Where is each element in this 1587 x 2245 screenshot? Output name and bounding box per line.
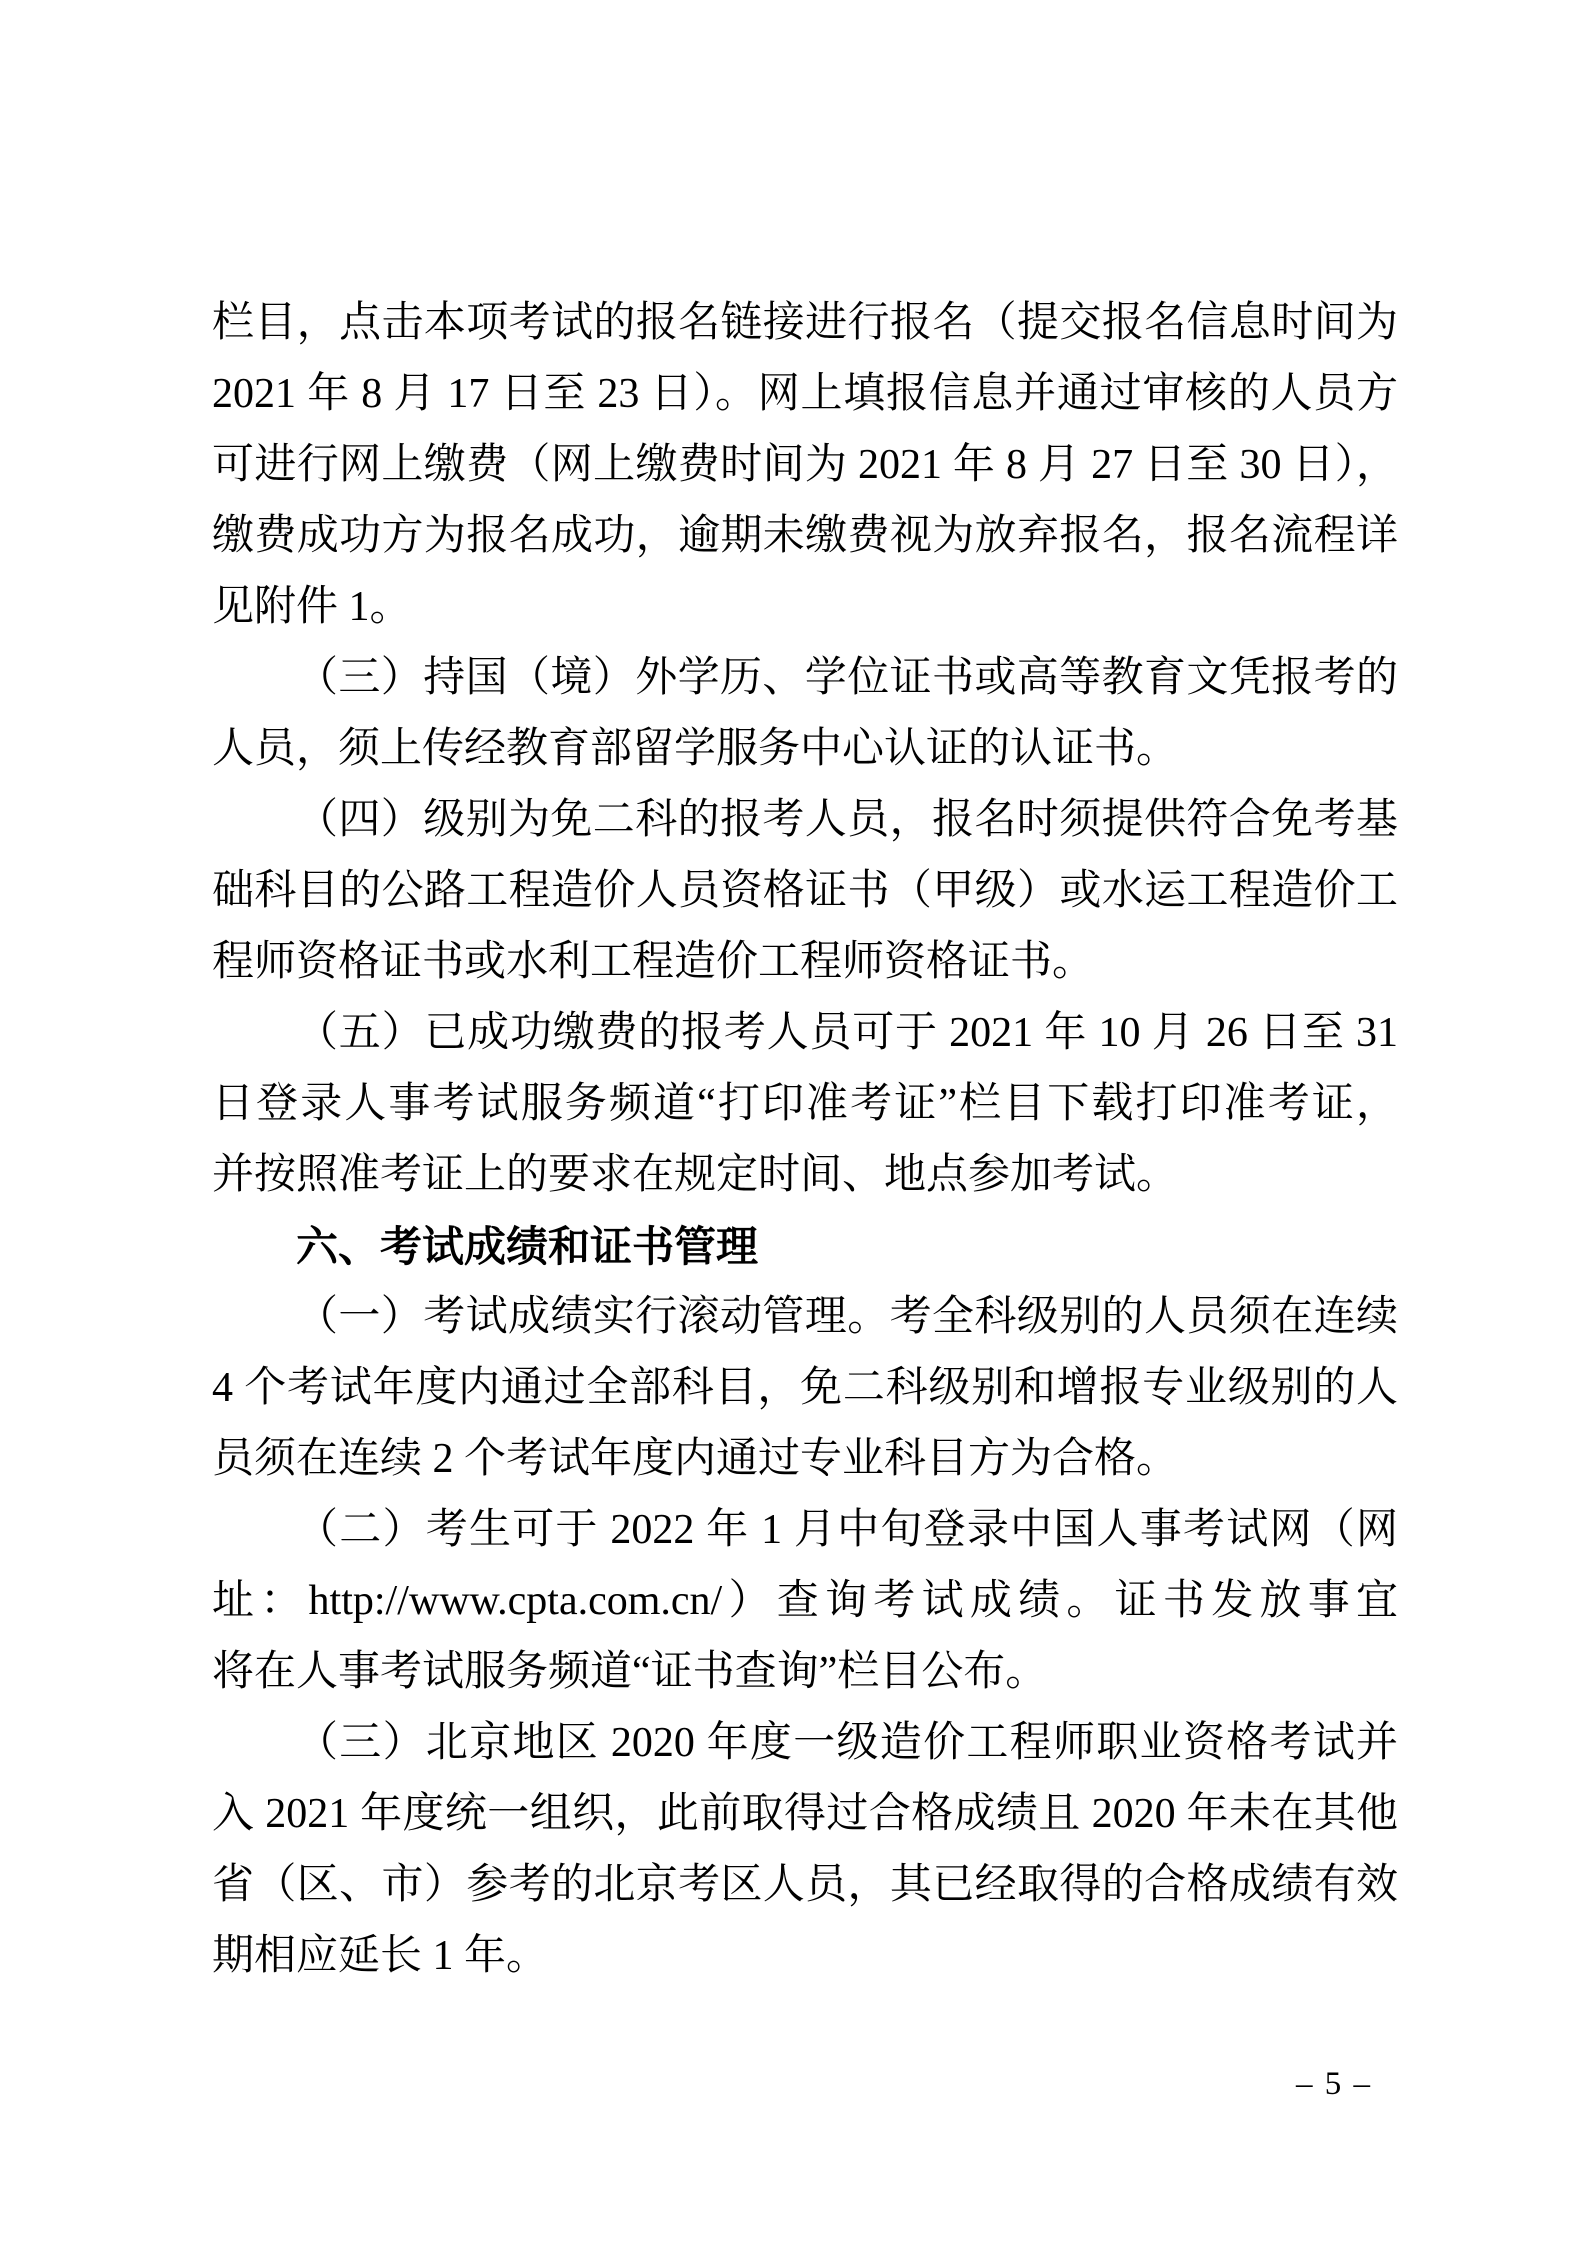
text-line: 省（区、市）参考的北京考区人员，其已经取得的合格成绩有效 bbox=[212, 1862, 1398, 1908]
text-line: 日登录人事考试服务频道“打印准考证”栏目下载打印准考证， bbox=[212, 1081, 1398, 1127]
text-line: 员须在连续 2 个考试年度内通过专业科目方为合格。 bbox=[212, 1436, 1179, 1482]
text-line: 程师资格证书或水利工程造价工程师资格证书。 bbox=[212, 939, 1095, 985]
text-line: （五）已成功缴费的报考人员可于 2021 年 10 月 26 日至 31 bbox=[296, 1010, 1398, 1056]
text-line: （二）考生可于 2022 年 1 月中旬登录中国人事考试网（网 bbox=[296, 1507, 1398, 1553]
text-line: 见附件 1。 bbox=[212, 584, 412, 630]
text-line: 址：http://www.cpta.com.cn/）查询考试成绩。证书发放事宜 bbox=[212, 1578, 1398, 1624]
section-heading: 六、考试成绩和证书管理 bbox=[296, 1223, 759, 1270]
text-line: 础科目的公路工程造价人员资格证书（甲级）或水运工程造价工 bbox=[212, 868, 1398, 914]
text-line: 期相应延长 1 年。 bbox=[212, 1933, 549, 1979]
text-line: （三）北京地区 2020 年度一级造价工程师职业资格考试并 bbox=[296, 1720, 1398, 1766]
text-line: 4 个考试年度内通过全部科目，免二科级别和增报专业级别的人 bbox=[212, 1365, 1398, 1411]
text-line: （四）级别为免二科的报考人员，报名时须提供符合免考基 bbox=[296, 797, 1398, 843]
text-line: （一）考试成绩实行滚动管理。考全科级别的人员须在连续 bbox=[296, 1294, 1398, 1340]
text-line: 可进行网上缴费（网上缴费时间为 2021 年 8 月 27 日至 30 日）， bbox=[212, 442, 1398, 488]
text-line: （三）持国（境）外学历、学位证书或高等教育文凭报考的 bbox=[296, 655, 1398, 701]
text-line: 缴费成功方为报名成功，逾期未缴费视为放弃报名，报名流程详 bbox=[212, 513, 1398, 559]
text-line: 栏目，点击本项考试的报名链接进行报名（提交报名信息时间为 bbox=[212, 300, 1398, 346]
text-line: 人员，须上传经教育部留学服务中心认证的认证书。 bbox=[212, 726, 1179, 772]
page-number: – 5 – bbox=[1296, 2066, 1372, 2102]
document-body bbox=[212, 288, 1398, 1992]
text-line: 将在人事考试服务频道“证书查询”栏目公布。 bbox=[212, 1649, 1048, 1695]
text-line: 2021 年 8 月 17 日至 23 日）。网上填报信息并通过审核的人员方 bbox=[212, 371, 1398, 417]
text-line: 并按照准考证上的要求在规定时间、地点参加考试。 bbox=[212, 1152, 1179, 1198]
text-line: 入 2021 年度统一组织，此前取得过合格成绩且 2020 年未在其他 bbox=[212, 1791, 1398, 1837]
